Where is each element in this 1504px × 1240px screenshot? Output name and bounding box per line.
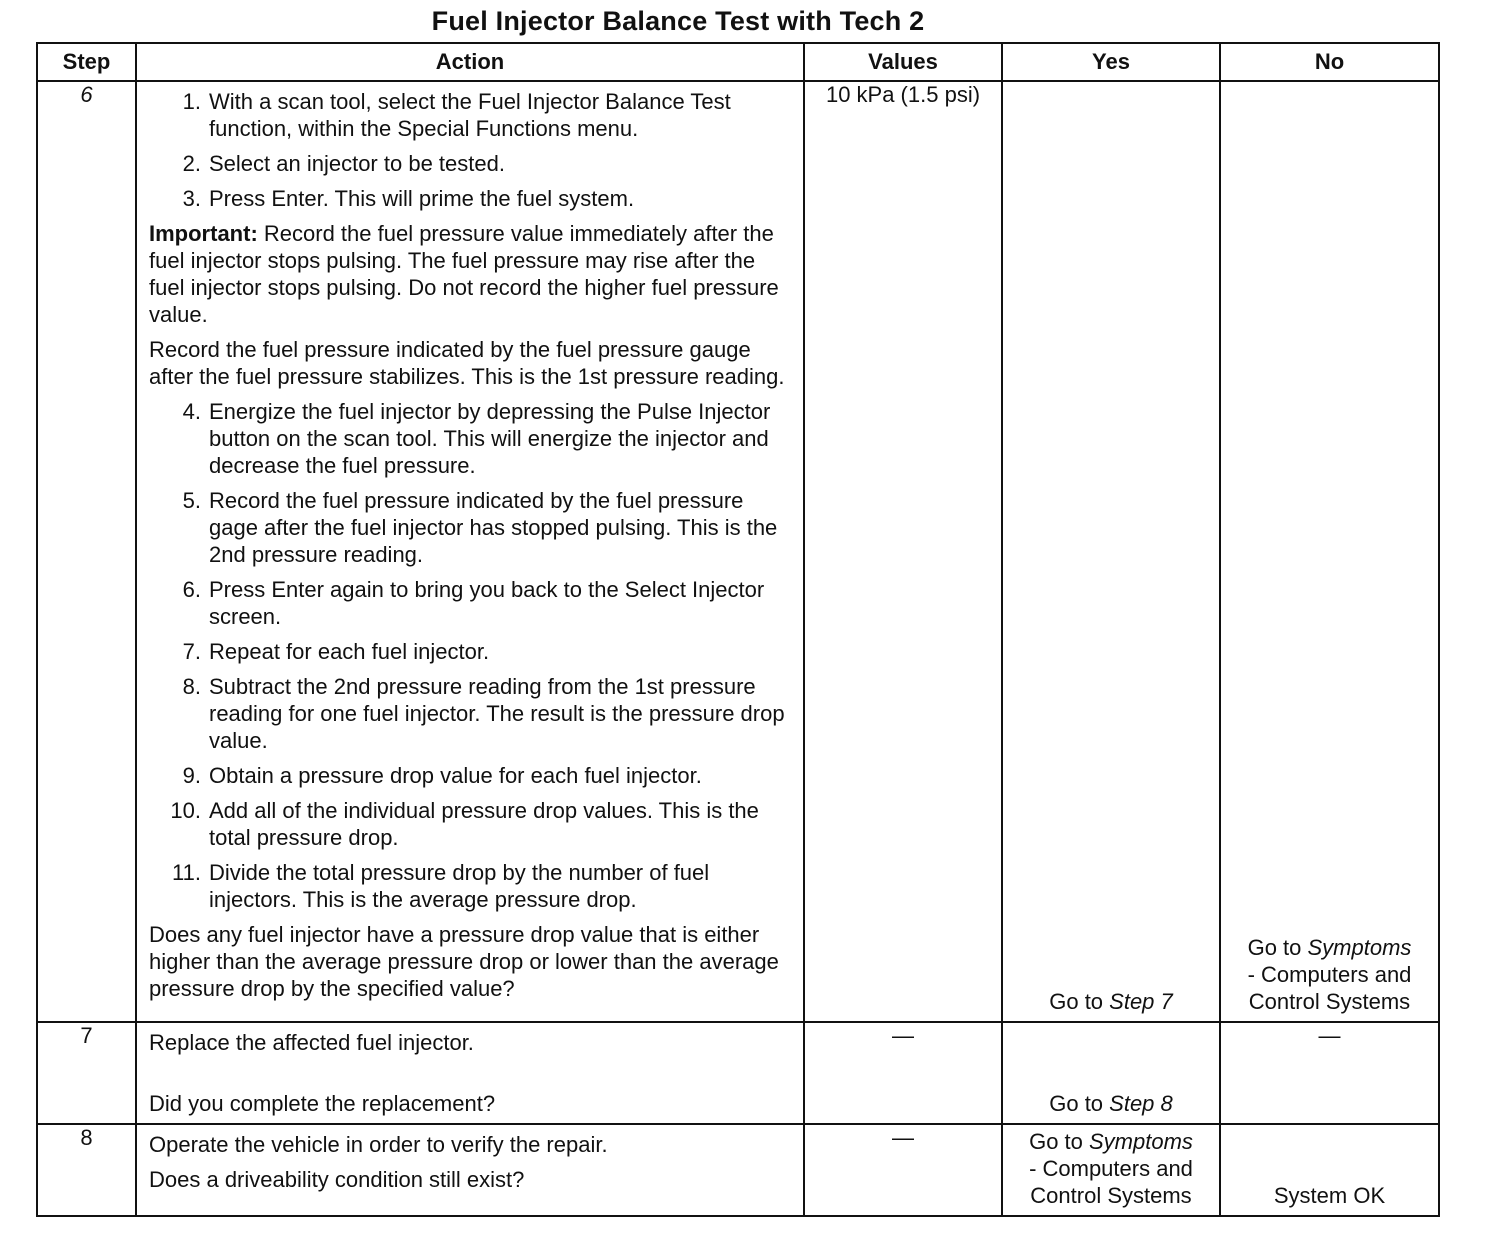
action-cell	[136, 81, 804, 1022]
important-note: Important: Record the fuel pressure value immediately after the fuel injector stops pulsing. The fuel pressure may rise after the fuel injector stops pulsing. Do not record the higher fuel pressure value.	[149, 221, 779, 327]
action-cell	[136, 1124, 804, 1216]
values-cell: 10 kPa (1.5 psi)	[804, 81, 1002, 1022]
step-number: 8	[37, 1124, 136, 1216]
list-item: 7. Repeat for each fuel injector.	[182, 639, 490, 664]
diagnostic-table	[36, 42, 1440, 1217]
action-text: Replace the affected fuel injector.	[149, 1030, 474, 1055]
list-item: 1. With a scan tool, select the Fuel Injector Balance Test function, within the Special Functions menu.	[182, 89, 731, 141]
action-cell	[136, 1022, 804, 1124]
header-no: No	[1220, 43, 1439, 81]
yes-cell	[1002, 81, 1220, 1022]
instruction-list	[149, 88, 793, 212]
page-title: Fuel Injector Balance Test with Tech 2	[431, 6, 925, 36]
no-cell	[1220, 1124, 1439, 1216]
header-yes: Yes	[1002, 43, 1220, 81]
yes-link[interactable]: Go to Symptoms - Computers and Control Systems	[1029, 1129, 1193, 1208]
yes-link[interactable]: Go to Step 8	[1049, 1091, 1173, 1116]
list-item: 9. Obtain a pressure drop value for each fuel injector.	[182, 763, 702, 788]
list-item: 11. Divide the total pressure drop by the number of fuel injectors. This is the average pressure drop.	[172, 860, 710, 912]
values-cell: —	[804, 1022, 1002, 1124]
no-cell: —	[1220, 1022, 1439, 1124]
instruction-list	[149, 398, 793, 913]
step-number: 7	[37, 1022, 136, 1124]
yes-link[interactable]: Go to Step 7	[1049, 989, 1173, 1014]
question: Does a driveability condition still exist?	[149, 1167, 525, 1192]
header-values: Values	[804, 43, 1002, 81]
header-step: Step	[37, 43, 136, 81]
yes-cell	[1002, 1022, 1220, 1124]
no-cell	[1220, 81, 1439, 1022]
record-note: Record the fuel pressure indicated by the fuel pressure gauge after the fuel pressure stabilizes. This is the 1st pressure reading.	[149, 337, 785, 389]
table-row	[37, 1124, 1439, 1216]
no-link[interactable]: Go to Symptoms - Computers and Control Systems	[1247, 935, 1412, 1014]
list-item: 3. Press Enter. This will prime the fuel system.	[182, 186, 635, 211]
action-text: Operate the vehicle in order to verify the repair.	[149, 1132, 608, 1157]
system-ok-text: System OK	[1273, 1183, 1386, 1208]
values-cell: —	[804, 1124, 1002, 1216]
list-item: 6. Press Enter again to bring you back to the Select Injector screen.	[182, 577, 765, 629]
table-row	[37, 1022, 1439, 1124]
list-item: 8. Subtract the 2nd pressure reading from the 1st pressure reading for one fuel injector. The result is the pressure drop value.	[182, 674, 785, 753]
question: Does any fuel injector have a pressure drop value that is either higher than the average pressure drop or lower than the average pressure drop by the specified value?	[149, 922, 779, 1001]
table-header-row	[37, 43, 1439, 81]
list-item: 2. Select an injector to be tested.	[182, 151, 505, 176]
question: Did you complete the replacement?	[149, 1091, 496, 1116]
yes-cell	[1002, 1124, 1220, 1216]
list-item: 4. Energize the fuel injector by depressing the Pulse Injector button on the scan tool. This will energize the injector and decrease the fuel pressure.	[182, 399, 771, 478]
list-item: 10. Add all of the individual pressure drop values. This is the total pressure drop.	[170, 798, 759, 850]
header-action: Action	[136, 43, 804, 81]
step-number: 6	[37, 81, 136, 1022]
list-item: 5. Record the fuel pressure indicated by the fuel pressure gage after the fuel injector has stopped pulsing. This is the 2nd pressure reading.	[182, 488, 778, 567]
table-row	[37, 81, 1439, 1022]
